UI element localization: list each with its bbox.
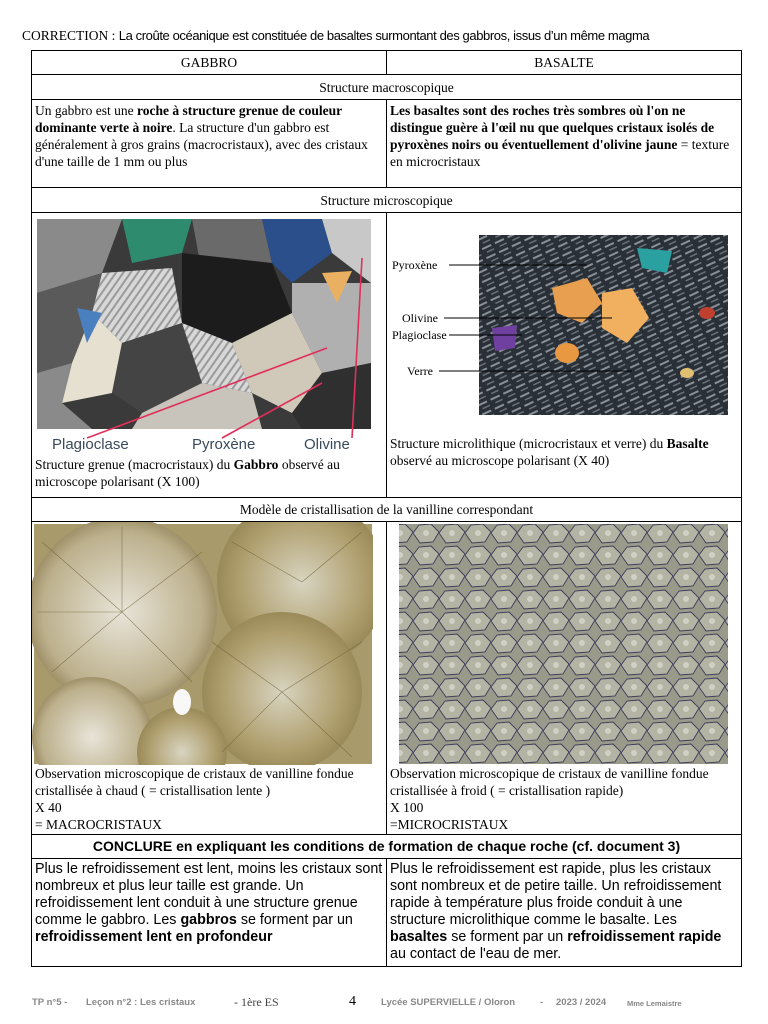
label-olivine: Olivine — [304, 436, 350, 453]
bold-run: gabbros — [180, 912, 237, 928]
text-run: se forment par un — [447, 929, 568, 945]
caption-line: X 40 — [35, 800, 62, 815]
vanilline-fast-caption — [390, 765, 726, 833]
footer-dash: - — [540, 997, 544, 1008]
label-plagioclase: Plagioclase — [52, 436, 129, 453]
page-header — [22, 28, 762, 44]
gabbro-micrograph — [32, 213, 373, 453]
footer-auteur: Mme Lemaistre — [627, 999, 682, 1008]
vanilline-macrocrystals-image — [32, 522, 373, 765]
footer-lecon: Leçon n°2 : Les cristaux — [86, 997, 196, 1008]
text-run: = texture en microcristaux — [390, 137, 730, 169]
footer-page-number: 4 — [349, 994, 356, 1009]
bold-run: Les basaltes sont des roches très sombres où l'on ne distingue guère à l'œil nu que quelques cristaux isolés de pyroxènes noirs ou éventuellement d'olivine jaune — [390, 103, 715, 152]
text-run: au contact de l'eau de mer. — [390, 946, 562, 962]
header-prefix: CORRECTION : — [22, 28, 119, 43]
micro-gabbro-cell — [32, 213, 387, 498]
caption-line: =MICROCRISTAUX — [390, 817, 509, 832]
bold-run: refroidissement lent en profondeur — [35, 929, 273, 945]
correction-table — [31, 50, 742, 967]
label-plagioclase-basalte: Plagioclase — [392, 328, 447, 342]
footer-annee: 2023 / 2024 — [556, 997, 607, 1008]
micro-basalte-cell — [387, 213, 742, 498]
bold-run: refroidissement rapide — [567, 929, 722, 945]
section-title-micro: Structure microscopique — [32, 188, 742, 213]
text-run: Plus le refroidissement est lent, moins les cristaux sont nombreux et plus leur taille est grande. Un refroidissement lent conduit à une structure grenue comme le gabbro. Les — [35, 861, 383, 928]
column-header-basalte: BASALTE — [387, 51, 742, 75]
footer-lycee: Lycée SUPERVIELLE / Oloron — [381, 997, 516, 1008]
vanilline-slow-cell — [32, 522, 387, 835]
text-run: observé au microscope polarisant (X 100) — [35, 457, 340, 489]
label-olivine-basalte: Olivine — [402, 311, 438, 325]
label-pyroxene-basalte: Pyroxène — [392, 258, 438, 272]
footer-classe: - 1ère ES — [234, 995, 279, 1009]
section-title-macro: Structure macroscopique — [32, 75, 742, 100]
text-run: Un gabbro est une — [35, 103, 137, 118]
basalte-micrograph — [387, 213, 728, 423]
footer-tp: TP n°5 - — [32, 997, 68, 1008]
bold-run: Gabbro — [233, 457, 279, 472]
caption-line: Observation microscopique de cristaux de vanilline fondue cristallisée à froid ( = cristallisation rapide) — [390, 766, 709, 798]
label-verre: Verre — [407, 364, 433, 378]
bold-run: basaltes — [390, 929, 448, 945]
column-header-gabbro: GABBRO — [32, 51, 387, 75]
bold-run: roche à structure grenue de couleur dominante verte à noire — [35, 103, 342, 135]
text-run: Structure grenue (macrocristaux) du — [35, 457, 234, 472]
basalte-caption — [390, 435, 726, 469]
conclusion-basalte — [387, 859, 742, 967]
label-pyroxene: Pyroxène — [192, 436, 256, 453]
caption-line: X 100 — [390, 800, 424, 815]
gabbro-caption — [35, 456, 371, 490]
caption-line: = MACROCRISTAUX — [35, 817, 162, 832]
page-footer — [0, 994, 768, 1014]
caption-line: Observation microscopique de cristaux de vanilline fondue cristallisée à chaud ( = cristallisation lente ) — [35, 766, 354, 798]
text-run: Plus le refroidissement est rapide, plus les cristaux sont nombreux et de petire taille. Un refroidissement rapide à température plus froide conduit à une structure microlithique comme le basalte. Les — [390, 861, 722, 928]
section-title-model: Modèle de cristallisation de la vanilline correspondant — [32, 498, 742, 522]
section-title-conclude: CONCLURE en expliquant les conditions de formation de chaque roche (cf. document 3) — [32, 835, 742, 859]
bold-run: Basalte — [666, 436, 709, 451]
text-run: Structure microlithique (microcristaux et verre) du — [390, 436, 667, 451]
text-run: se forment par un — [236, 912, 353, 928]
vanilline-slow-caption — [35, 765, 371, 833]
text-run: observé au microscope polarisant (X 40) — [390, 453, 610, 468]
header-title: La croûte océanique est constituée de basaltes surmontant des gabbros, issus d’un même magma — [118, 28, 650, 43]
gabbro-labels — [52, 436, 372, 454]
vanilline-microcrystals-image — [387, 522, 728, 765]
conclusion-gabbro — [32, 859, 387, 967]
macro-gabbro-text — [32, 100, 387, 188]
text-run: . La structure d'un gabbro est généralement à gros grains (macrocristaux), avec des cristaux d'une taille de 1 mm ou plus — [35, 120, 368, 169]
vanilline-fast-cell — [387, 522, 742, 835]
macro-basalte-text — [387, 100, 742, 188]
